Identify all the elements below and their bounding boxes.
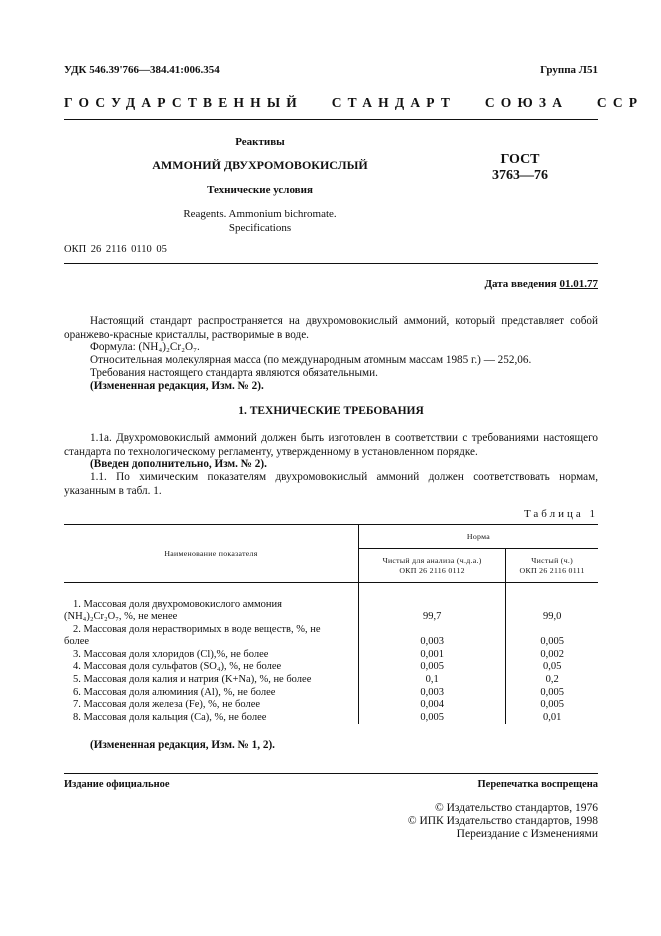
reprint-prohibited: Перепечатка воспрещена xyxy=(477,779,598,790)
copyright-1998: © ИПК Издательство стандартов, 1998 xyxy=(407,815,598,827)
official-edition: Издание официальное xyxy=(64,779,170,790)
row-name-line1: 6. Массовая доля алюминия (Al), %, не более xyxy=(73,686,276,698)
table-row xyxy=(64,624,598,649)
gost-label: ГОСТ xyxy=(500,152,540,167)
scope-paragraph: Настоящий стандарт распространяется на двухромовокислый аммоний, который представляет собой оранжево-красные кристаллы, растворимые в воде. xyxy=(64,315,598,341)
molecular-mass-paragraph: Относительная молекулярная масса (по международным атомным массам 1985 г.) — 252,06. xyxy=(90,354,532,366)
row-name-line2: более xyxy=(64,636,90,648)
document-subtitle: Технические условия xyxy=(207,184,313,196)
section-heading: 1. ТЕХНИЧЕСКИЕ ТРЕБОВАНИЯ xyxy=(238,405,424,417)
analytical-grade-okp: ОКП 26 2116 0112 xyxy=(399,565,465,575)
okp-code: ОКП 26 2116 0110 05 xyxy=(64,244,167,255)
copyright-1976: © Издательство стандартов, 1976 xyxy=(434,802,598,814)
table-amendment-note: (Измененная редакция, Изм. № 1, 2). xyxy=(90,739,275,751)
row-name-line1: 8. Массовая доля кальция (Ca), %, не более xyxy=(73,711,267,723)
requirements-table xyxy=(64,524,598,724)
row-value-analytical: 0,003 xyxy=(358,687,505,700)
gost-number: 3763—76 xyxy=(492,168,548,183)
pure-grade-okp: ОКП 26 2116 0111 xyxy=(519,565,585,575)
english-title-line2: Specifications xyxy=(228,222,292,234)
introduction-date xyxy=(484,278,598,290)
okp-rule xyxy=(64,263,598,264)
formula-line xyxy=(64,340,598,354)
clause-1-1a: 1.1а. Двухромовокислый аммоний должен быть изготовлен в соответствии с требованиями настоящего стандарта по технологическому регламенту, утвержденному в установленном порядке. xyxy=(64,432,598,458)
formula-label: Формула: xyxy=(90,341,136,353)
introduction-date-value: 01.01.77 xyxy=(559,278,598,290)
table-row xyxy=(64,597,598,624)
row-value-analytical: 0,003 xyxy=(358,624,505,649)
table-row xyxy=(64,674,598,687)
mandatory-paragraph: Требования настоящего стандарта являются обязательными. xyxy=(90,367,378,379)
row-name-line1: 5. Массовая доля калия и натрия (K+Na), %, не более xyxy=(73,674,312,686)
row-value-analytical: 0,005 xyxy=(358,712,505,725)
row-value-pure: 0,005 xyxy=(506,699,598,712)
table-row xyxy=(64,661,598,674)
udk-code: УДК 546.39'766—384.41:006.354 xyxy=(64,64,220,76)
row-value-analytical: 0,001 xyxy=(358,649,505,662)
row-name-line1: 4. Массовая доля сульфатов (SO₄), %, не более xyxy=(73,661,282,673)
row-name-line1: 3. Массовая доля хлоридов (Cl),%, не более xyxy=(73,648,269,660)
column-header-analytical-grade xyxy=(358,549,505,583)
row-value-analytical: 0,005 xyxy=(358,661,505,674)
amendment-note-2: (Измененная редакция, Изм. № 2). xyxy=(90,380,264,392)
row-name-line1: 1. Массовая доля двухромовокислого аммония xyxy=(73,598,282,610)
clause-1-1: 1.1. По химическим показателям двухромовокислый аммоний должен соответствовать нормам, указанным в табл. 1. xyxy=(64,471,598,497)
row-value-pure: 0,05 xyxy=(506,661,598,674)
table-row xyxy=(64,687,598,700)
clause-1-1a-note: (Введен дополнительно, Изм. № 2). xyxy=(90,458,267,470)
row-value-analytical: 99,7 xyxy=(358,597,505,624)
table-row xyxy=(64,712,598,725)
document-title: АММОНИЙ ДВУХРОМОВОКИСЛЫЙ xyxy=(152,158,368,172)
category-label: Реактивы xyxy=(235,136,285,148)
row-value-analytical: 0,1 xyxy=(358,674,505,687)
row-value-pure: 99,0 xyxy=(506,597,598,624)
row-value-pure: 0,2 xyxy=(506,674,598,687)
table-row xyxy=(64,699,598,712)
row-name-line1: 7. Массовая доля железа (Fe), %, не более xyxy=(73,699,261,711)
footer-rule xyxy=(64,773,598,774)
header-rule xyxy=(64,119,598,120)
column-header-norm: Норма xyxy=(358,525,598,549)
row-name-line2: (NH₄)₂Cr₂O₇, %, не менее xyxy=(64,611,178,623)
pure-grade-label: Чистый (ч.) xyxy=(531,555,574,565)
row-name-line1: 2. Массовая доля нерастворимых в воде веществ, %, не xyxy=(73,623,321,635)
reissue-note: Переиздание с Изменениями xyxy=(456,828,598,840)
introduction-date-label: Дата введения xyxy=(484,278,557,290)
row-value-pure: 0,005 xyxy=(506,687,598,700)
row-value-pure: 0,01 xyxy=(506,712,598,725)
analytical-grade-label: Чистый для анализа (ч.д.а.) xyxy=(382,555,482,565)
row-value-pure: 0,002 xyxy=(506,649,598,662)
english-title-line1: Reagents. Ammonium bichromate. xyxy=(183,208,337,220)
column-header-name: Наименование показателя xyxy=(64,525,358,583)
formula-value: (NH₄)₂Cr₂O₇. xyxy=(138,341,200,353)
state-standard-header: ГОСУДАРСТВЕННЫЙ СТАНДАРТ СОЮЗА ССР xyxy=(64,95,644,110)
table-row xyxy=(64,649,598,662)
row-value-pure: 0,005 xyxy=(506,624,598,649)
table-caption: Таблица 1 xyxy=(523,508,598,520)
column-header-pure-grade xyxy=(506,549,598,583)
group-code: Группа Л51 xyxy=(540,64,598,76)
row-value-analytical: 0,004 xyxy=(358,699,505,712)
